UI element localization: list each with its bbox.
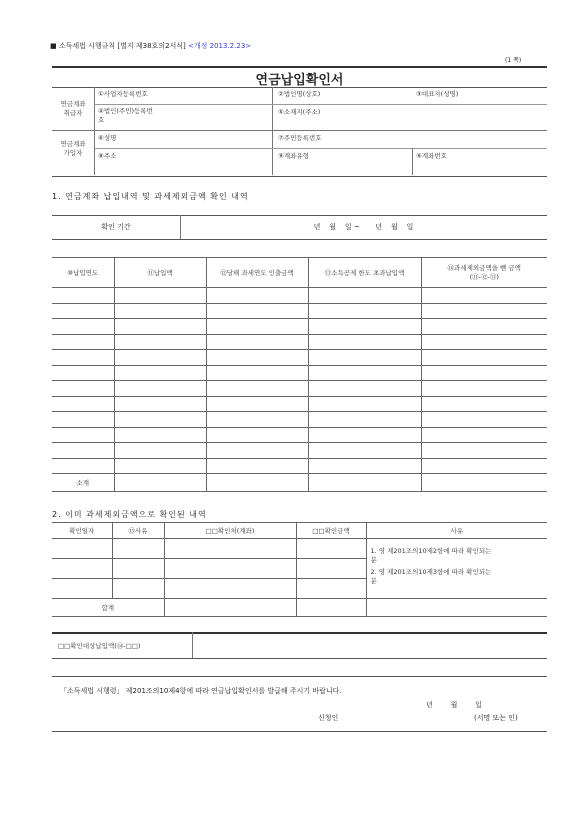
col-account: □□확인처(계좌) [164,523,296,539]
total-label: 합계 [52,599,164,617]
corp-reg-no-field[interactable]: ④법인(주민)등록번 호 [98,107,153,124]
table-cell[interactable] [421,319,547,335]
table-cell[interactable] [206,458,308,474]
target-amount-input[interactable] [196,634,546,656]
table-cell[interactable] [52,334,114,350]
table-cell[interactable] [421,303,547,319]
table-cell[interactable] [52,381,114,397]
target-amount-label: □□확인대상납입액(⑭-□□) [58,642,141,650]
col-excess: ⑬소득공제 한도 초과납입액 [308,258,421,288]
table-cell[interactable] [52,412,114,428]
confirmed-table-header [52,523,547,539]
table-cell[interactable] [206,319,308,335]
table-cell[interactable] [164,599,296,617]
info-block [52,87,547,177]
table-cell[interactable] [308,458,421,474]
col-reason: 사유 [366,523,547,539]
page-number: (1 쪽) [505,57,522,64]
table-cell[interactable] [164,539,296,559]
table-cell[interactable] [164,579,296,599]
table-cell[interactable] [52,350,114,366]
applicant-label: 신청인 [318,714,339,722]
section2-title: 2. 이미 과세제외금액으로 확인된 내역 [52,510,207,519]
table-cell[interactable] [308,396,421,412]
col-net: ⑭과세제외금액을 뺀 금액 (⑪-⑫-⑬) [421,258,547,288]
top-rule [52,66,547,68]
table-cell[interactable] [114,334,206,350]
table-row [52,350,547,366]
col-year: ⑩납입연도 [52,258,114,288]
table-cell[interactable] [114,350,206,366]
biz-no-field[interactable]: ①사업자등록번호 [98,90,148,98]
table-cell[interactable] [308,443,421,459]
table-row [52,288,547,304]
subtotal-label: 소계 [52,474,114,492]
table-cell[interactable] [421,412,547,428]
table-cell[interactable] [206,303,308,319]
account-type-field[interactable]: ⑨계좌유형 [278,152,309,160]
table-cell[interactable] [52,427,114,443]
table-cell[interactable] [52,579,112,599]
subtotal-row [52,474,547,492]
table-cell[interactable] [308,412,421,428]
table-cell[interactable] [114,412,206,428]
request-date[interactable]: 년 월 일 [426,701,482,709]
table-cell[interactable] [308,350,421,366]
table-cell[interactable] [52,319,114,335]
table-cell[interactable] [52,365,114,381]
table-cell[interactable] [112,539,164,559]
table-cell[interactable] [421,396,547,412]
table-cell[interactable] [308,288,421,304]
table-row [52,458,547,474]
account-no-field[interactable]: ⑨계좌번호 [416,152,447,160]
payment-table-header [52,258,547,288]
request-text: 「소득세법 시행령」 제201조의10제4항에 따라 연금납입확인서를 발급해 주시기 바랍니다. [60,687,342,695]
table-cell[interactable] [421,381,547,397]
table-row [52,303,547,319]
table-row [52,443,547,459]
reason-cell [366,539,547,599]
table-cell[interactable] [206,443,308,459]
subscriber-label: 연금계좌 가입자 [60,140,86,157]
table-cell[interactable] [114,474,206,492]
table-cell[interactable] [308,427,421,443]
table-cell[interactable] [114,381,206,397]
table-row [52,365,547,381]
table-cell[interactable] [52,458,114,474]
table-cell[interactable] [112,559,164,579]
col-amount: ⑪납입액 [114,258,206,288]
table-cell[interactable] [52,443,114,459]
table-row [52,427,547,443]
corp-name-field[interactable]: ②법인명(상호) [278,90,321,98]
table-cell[interactable] [421,458,547,474]
table-row [52,381,547,397]
table-cell[interactable] [366,599,547,617]
table-cell[interactable] [52,303,114,319]
table-cell[interactable] [308,319,421,335]
table-cell[interactable] [421,427,547,443]
table-cell[interactable] [114,303,206,319]
table-cell[interactable] [114,443,206,459]
reason-2: 2. 영 제201조의10제3항에 따라 확인되는 분 [370,568,492,585]
col-reason-no: ⑮사유 [112,523,164,539]
ceo-field[interactable]: ③대표자(성명) [416,90,459,98]
table-cell[interactable] [421,350,547,366]
table-cell[interactable] [296,539,366,559]
table-cell[interactable] [114,365,206,381]
table-row [52,334,547,350]
table-cell[interactable] [114,319,206,335]
table-cell[interactable] [114,458,206,474]
table-cell[interactable] [206,288,308,304]
confirmed-table [52,522,547,617]
table-cell[interactable] [206,412,308,428]
table-cell[interactable] [52,539,112,559]
table-cell[interactable] [296,599,366,617]
table-row [52,396,547,412]
resident-no-field[interactable]: ⑦주민등록번호 [278,134,322,142]
table-cell[interactable] [421,288,547,304]
table-cell[interactable] [421,334,547,350]
table-cell[interactable] [421,365,547,381]
table-cell[interactable] [206,381,308,397]
table-cell[interactable] [421,443,547,459]
table-cell[interactable] [206,474,308,492]
table-cell[interactable] [114,427,206,443]
table-cell[interactable] [308,334,421,350]
reason-1: 1. 영 제201조의10제2항에 따라 확인되는 분 [370,547,492,564]
table-cell[interactable] [206,350,308,366]
subscriber-address-field[interactable]: ⑧주소 [98,152,117,160]
table-cell[interactable] [52,396,114,412]
table-cell[interactable] [112,579,164,599]
table-cell[interactable] [308,474,421,492]
table-cell[interactable] [206,334,308,350]
table-cell[interactable] [114,288,206,304]
table-cell[interactable] [114,396,206,412]
table-cell[interactable] [164,559,296,579]
table-cell[interactable] [206,396,308,412]
page-title: 연금납입확인서 [255,73,344,88]
col-withdrawal: ⑫당해 과세연도 인출금액 [206,258,308,288]
handler-label: 연금계좌 취급자 [60,100,86,117]
form-reference [50,41,251,51]
table-cell[interactable] [296,559,366,579]
table-row [52,412,547,428]
col-date: 확인일자 [52,523,112,539]
revision-text: <개정 2013.2.23> [188,42,252,50]
table-cell[interactable] [421,474,547,492]
table-cell[interactable] [308,365,421,381]
period-label: 확인 기간 [101,223,131,231]
col-confirmed-amount: □□확인금액 [296,523,366,539]
bullet-icon: ■ [50,42,57,50]
table-cell[interactable] [308,303,421,319]
total-row [52,599,547,617]
table-row [52,319,547,335]
table-cell[interactable] [52,559,112,579]
table-cell[interactable] [206,365,308,381]
handler-address-field[interactable]: ⑤소재지(주소) [278,108,321,116]
section1-title: 1. 연금계좌 납입내역 및 과세제외금액 확인 내역 [52,192,249,201]
payment-table [52,257,547,492]
table-cell[interactable] [206,427,308,443]
table-cell[interactable] [308,381,421,397]
table-row [52,539,547,559]
table-cell[interactable] [52,288,114,304]
name-field[interactable]: ⑥성명 [98,134,117,142]
period-input[interactable]: 년 월 일 ~ 년 월 일 [313,223,414,231]
signature-field[interactable]: (서명 또는 인) [474,714,518,722]
form-ref-text: 소득세법 시행규칙 [별지 제38호의2서식] [58,42,186,50]
table-cell[interactable] [296,579,366,599]
